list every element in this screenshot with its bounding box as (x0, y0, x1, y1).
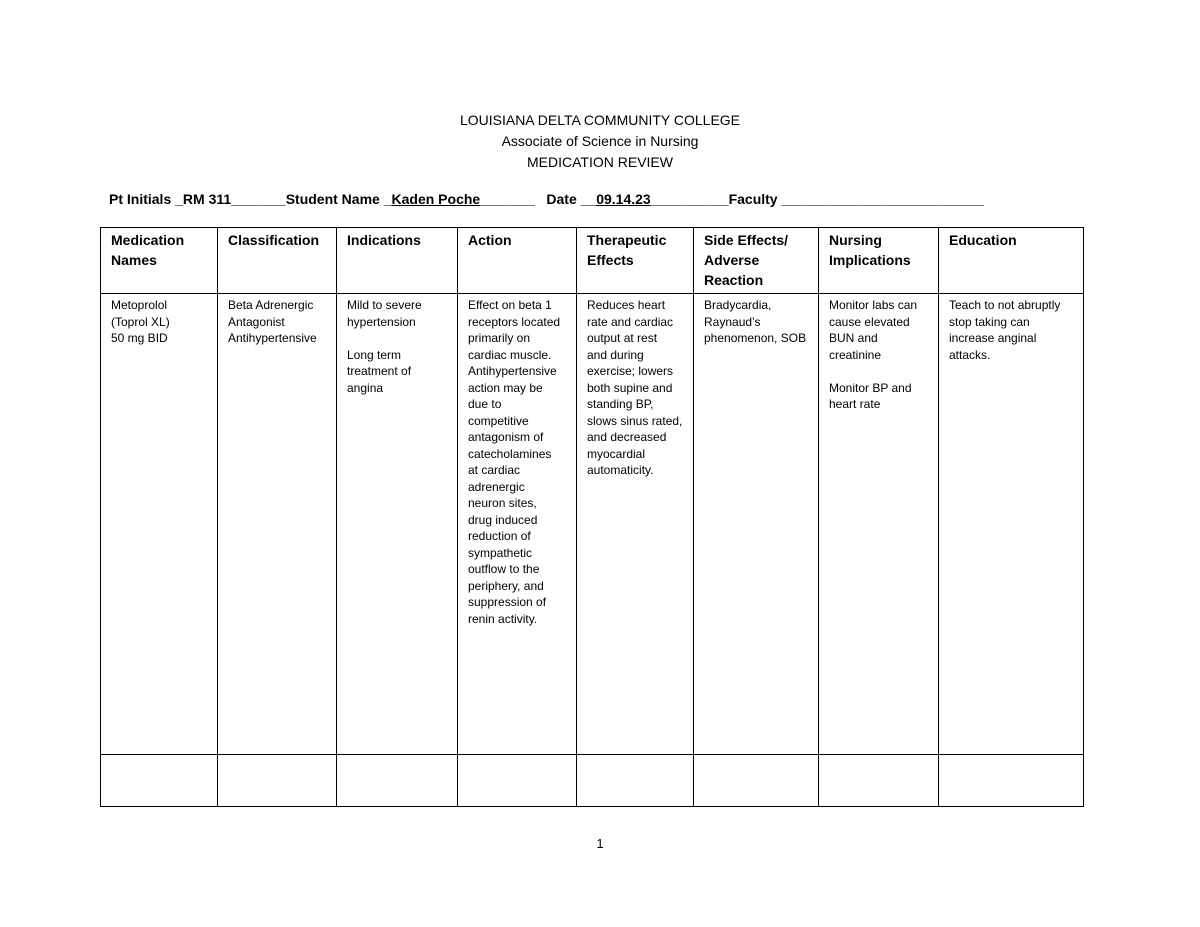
faculty-blank: __________________________ (781, 191, 984, 207)
medication-review-table (100, 227, 1084, 807)
cell-line: cause elevated (829, 314, 910, 329)
cell-line: both supine and (587, 380, 673, 395)
cell-line: slows sinus rated, (587, 413, 683, 428)
date-label: Date __ (534, 191, 597, 207)
cell-line: BUN and (829, 331, 878, 346)
student-name-blank: _______ (480, 191, 535, 207)
cell-line: and decreased (587, 430, 667, 445)
cell-line: Long term (347, 347, 402, 362)
cell-line: receptors located (468, 314, 561, 329)
pt-initials-label: Pt Initials _ (109, 191, 183, 207)
cell-line: exercise; lowers (587, 364, 674, 379)
cell-line: sympathetic (468, 545, 533, 560)
cell-line: Metoprolol (111, 298, 168, 313)
cell-line: Antihypertensive (228, 331, 317, 346)
cell-side-effects (694, 294, 819, 754)
cell-medication (101, 294, 218, 754)
cell-action (458, 294, 577, 754)
cell-line: standing BP, (587, 397, 654, 412)
date-blank: __________ (650, 191, 729, 207)
cell-line: suppression of (468, 595, 547, 610)
empty-cell[interactable] (458, 754, 577, 806)
cell-line: reduction of (468, 529, 531, 544)
table-row-empty (101, 754, 1084, 806)
program-name: Associate of Science in Nursing (501, 133, 699, 149)
cell-line: Monitor labs can (829, 298, 918, 313)
header-education: Education (939, 228, 1084, 294)
cell-line: catecholamines (468, 446, 552, 461)
cell-line: attacks. (949, 347, 991, 362)
cell-line: automaticity. (587, 463, 654, 478)
cell-therapeutic-effects (577, 294, 694, 754)
cell-line: Antihypertensive (468, 364, 557, 379)
header-indications: Indications (337, 228, 458, 294)
cell-line: Teach to not abruptly (949, 298, 1061, 313)
cell-line (347, 330, 449, 347)
cell-line: renin activity. (468, 611, 538, 626)
cell-line: myocardial (587, 446, 646, 461)
cell-line: Bradycardia, (704, 298, 772, 313)
date-value: 09.14.23 (596, 191, 651, 207)
empty-cell[interactable] (819, 754, 939, 806)
college-name: LOUISIANA DELTA COMMUNITY COLLEGE (459, 112, 741, 128)
cell-line: 50 mg BID (111, 331, 168, 346)
page-number: 1 (596, 836, 604, 851)
pt-initials-value: RM 311 (182, 191, 232, 207)
cell-line: stop taking can (949, 314, 1030, 329)
header-therapeutic-effects: Therapeutic Effects (577, 228, 694, 294)
header-action: Action (458, 228, 577, 294)
cell-line: Effect on beta 1 (468, 298, 552, 313)
cell-line: periphery, and (468, 578, 544, 593)
cell-education (939, 294, 1084, 754)
cell-line: Reduces heart (587, 298, 666, 313)
empty-cell[interactable] (694, 754, 819, 806)
cell-line: outflow to the (468, 562, 540, 577)
cell-line: Mild to severe (347, 298, 422, 313)
empty-cell[interactable] (218, 754, 337, 806)
pt-initials-blank: _______ (231, 191, 286, 207)
cell-line: drug induced (468, 512, 538, 527)
student-name-value: Kaden Poche (391, 191, 481, 207)
cell-line: (Toprol XL) (111, 314, 170, 329)
faculty-label: Faculty (728, 191, 782, 207)
cell-line: angina (347, 380, 384, 395)
cell-nursing-implications (819, 294, 939, 754)
cell-line: Beta Adrenergic (228, 298, 314, 313)
cell-line: at cardiac (468, 463, 521, 478)
table-row (101, 294, 1084, 754)
student-name-label: Student Name _ (285, 191, 392, 207)
cell-line: rate and cardiac (587, 314, 674, 329)
empty-cell[interactable] (577, 754, 694, 806)
cell-line: action may be (468, 380, 543, 395)
cell-line: Raynaud’s (704, 314, 761, 329)
cell-line: increase anginal (949, 331, 1037, 346)
cell-line: adrenergic (468, 479, 525, 494)
cell-line (829, 363, 930, 380)
header-nursing-implications: Nursing Implications (819, 228, 939, 294)
cell-line: neuron sites, (468, 496, 537, 511)
cell-line: competitive (468, 413, 529, 428)
cell-classification (218, 294, 337, 754)
empty-cell[interactable] (101, 754, 218, 806)
cell-line: primarily on (468, 331, 531, 346)
header-side-effects: Side Effects/ Adverse Reaction (694, 228, 819, 294)
empty-cell[interactable] (939, 754, 1084, 806)
cell-line: antagonism of (468, 430, 544, 445)
cell-line: hypertension (347, 314, 416, 329)
cell-line: output at rest (587, 331, 658, 346)
cell-line: due to (468, 397, 502, 412)
header-classification: Classification (218, 228, 337, 294)
cell-line: cardiac muscle. (468, 347, 552, 362)
patient-info-line (109, 191, 984, 207)
table-header-row (101, 228, 1084, 294)
header-medication-names: Medication Names (101, 228, 218, 294)
cell-indications (337, 294, 458, 754)
cell-line: Antagonist (228, 314, 285, 329)
cell-line: creatinine (829, 347, 882, 362)
cell-line: and during (587, 347, 644, 362)
cell-line: phenomenon, SOB (704, 331, 807, 346)
cell-line: treatment of (347, 364, 412, 379)
empty-cell[interactable] (337, 754, 458, 806)
cell-line: Monitor BP and (829, 380, 912, 395)
cell-line: heart rate (829, 397, 881, 412)
form-title: MEDICATION REVIEW (527, 154, 673, 170)
